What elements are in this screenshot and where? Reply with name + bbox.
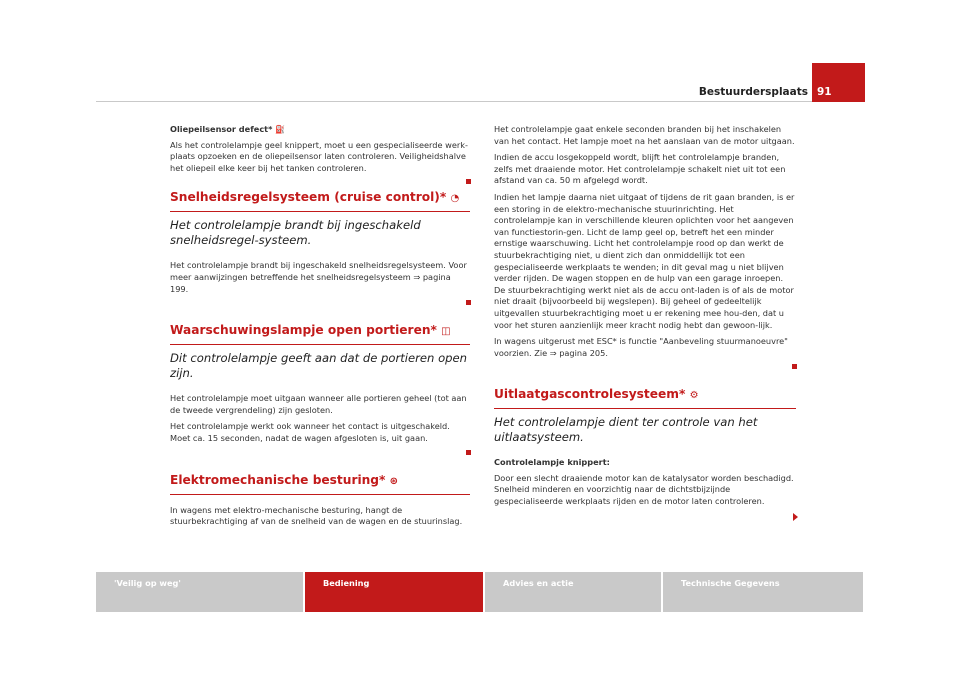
section-end-marker: [466, 179, 471, 184]
emission-subtitle: Controlelampje knippert:: [494, 457, 610, 468]
steering-paragraph-3: Indien het lampje daarna niet uitgaat of tijdens de rit gaan branden, is er een storing in de elektro-mechanische stuurinrichting. Het controlelampje kan in verschillende kleuren oplichten voor het aangeven van functiestorin-gen. Licht de lamp geel op, betreft het een minder ernstige waarschuwing. Licht het controlelampje rood op dan werkt de stuurbekrachtiging niet, u dient zich dan onmiddellijk tot een gespecialiseerde werkplaats te wenden; in dit geval mag u niet blijven verder rijden. De wagen stoppen en de hulp van een garage inroepen. De stuurbekrachtiging werkt niet als de accu ont-laden is of als de motor niet draait (bijvoorbeeld bij wegslepen). Bij geheel of gedeeltelijk uitgevallen stuurbekrachtiging moet u er rekening mee hou-den, dat u voor het sturen aanzienlijk meer kracht nodig hebt dan gewoon-lijk.: [494, 191, 795, 330]
cruise-heading: Snelheidsregelsysteem (cruise control)* ◔: [170, 190, 470, 212]
doors-lead: Dit controlelampje geeft aan dat de portieren open zijn.: [170, 351, 468, 381]
doors-heading: Waarschuwingslampje open portieren* ◫: [170, 323, 470, 345]
steering-heading: Elektromechanische besturing* ⊛: [170, 473, 470, 495]
page-number: 91: [817, 86, 832, 98]
oil-sensor-section: [170, 124, 470, 184]
section-end-marker: [466, 450, 471, 455]
oil-sensor-text: Als het controlelampje geel knippert, moet u een gespecialiseerde werk-plaats opzoeken en de oliepeilsensor laten controleren. Veiligheidshalve het oliepeil elke keer bij het tanken controleren.: [170, 139, 468, 173]
footer-tab-bediening[interactable]: Bediening: [305, 572, 483, 612]
header-rule: [96, 101, 865, 102]
emission-heading: Uitlaatgascontrolesysteem* ⚙: [494, 387, 796, 409]
left-column: [170, 124, 470, 533]
steering-text: In wagens met elektro-mechanische besturing, hangt de stuurbekrachtiging af van de snelheid van de wagen en de stuurinslag.: [170, 504, 463, 527]
continue-arrow-icon: [793, 513, 798, 521]
steering-section: [170, 473, 470, 528]
footer-nav: [96, 572, 865, 612]
oil-can-icon: ⛽: [275, 125, 286, 134]
doors-section: [170, 323, 470, 454]
emission-text: Door een slecht draaiende motor kan de katalysator worden beschadigd. Snelheid minderen en voorzichtig naar de dichtstbijzijnde gespecialiseerde werkplaats rijden en de motor laten controleren.: [494, 472, 794, 507]
cruise-section: [170, 190, 470, 305]
steering-paragraph-4: In wagens uitgerust met ESC* is functie "Aanbeveling stuurmanoeuvre" voorzien. Zie ⇒ pagina 205.: [494, 336, 788, 358]
doors-text-2: Het controlelampje werkt ook wanneer het contact is uitgeschakeld. Moet ca. 15 seconden, nadat de wagen afgesloten is, uit gaan.: [170, 421, 450, 443]
engine-icon: ⚙: [689, 390, 699, 402]
open-door-icon: ◫: [441, 326, 451, 338]
section-title: Bestuurdersplaats: [698, 86, 808, 98]
steering-wheel-icon: ⊛: [389, 475, 399, 487]
doors-text-1: Het controlelampje moet uitgaan wanneer alle portieren geheel (tot aan de tweede vergrendeling) zijn gesloten.: [170, 393, 467, 415]
footer-tab-technische-gegevens[interactable]: Technische Gegevens: [663, 572, 863, 612]
footer-tab-veilig-op-weg[interactable]: 'Veilig op weg': [96, 572, 303, 612]
right-column: [494, 124, 796, 521]
cruise-lead: Het controlelampje brandt bij ingeschakeld snelheidsregel-systeem.: [170, 218, 421, 248]
section-end-marker: [466, 300, 471, 305]
steering-paragraph-1: Het controlelampje gaat enkele seconden branden bij het inschakelen van het contact. Het lampje moet na het aanslaan van de motor uitgaan.: [494, 124, 795, 146]
footer-tab-advies-en-actie[interactable]: Advies en actie: [485, 572, 661, 612]
emission-lead: Het controlelampje dient ter controle van het uitlaatsysteem.: [494, 415, 758, 445]
oil-sensor-title: Oliepeilsensor defect* ⛽: [170, 124, 286, 134]
steering-paragraph-2: Indien de accu losgekoppeld wordt, blijft het controlelampje branden, zelfs met draaiende motor. Het controlelampje schakelt niet uit tot een afstand van ca. 50 m afgelegd wordt.: [494, 152, 786, 186]
speedometer-icon: ◔: [450, 193, 460, 205]
cruise-text: Het controlelampje brandt bij ingeschakeld snelheidsregelsysteem. Voor meer aanwijzingen betreffende het snelheidsregelsysteem ⇒ pagina 199.: [170, 260, 467, 294]
emission-section: [494, 387, 796, 520]
